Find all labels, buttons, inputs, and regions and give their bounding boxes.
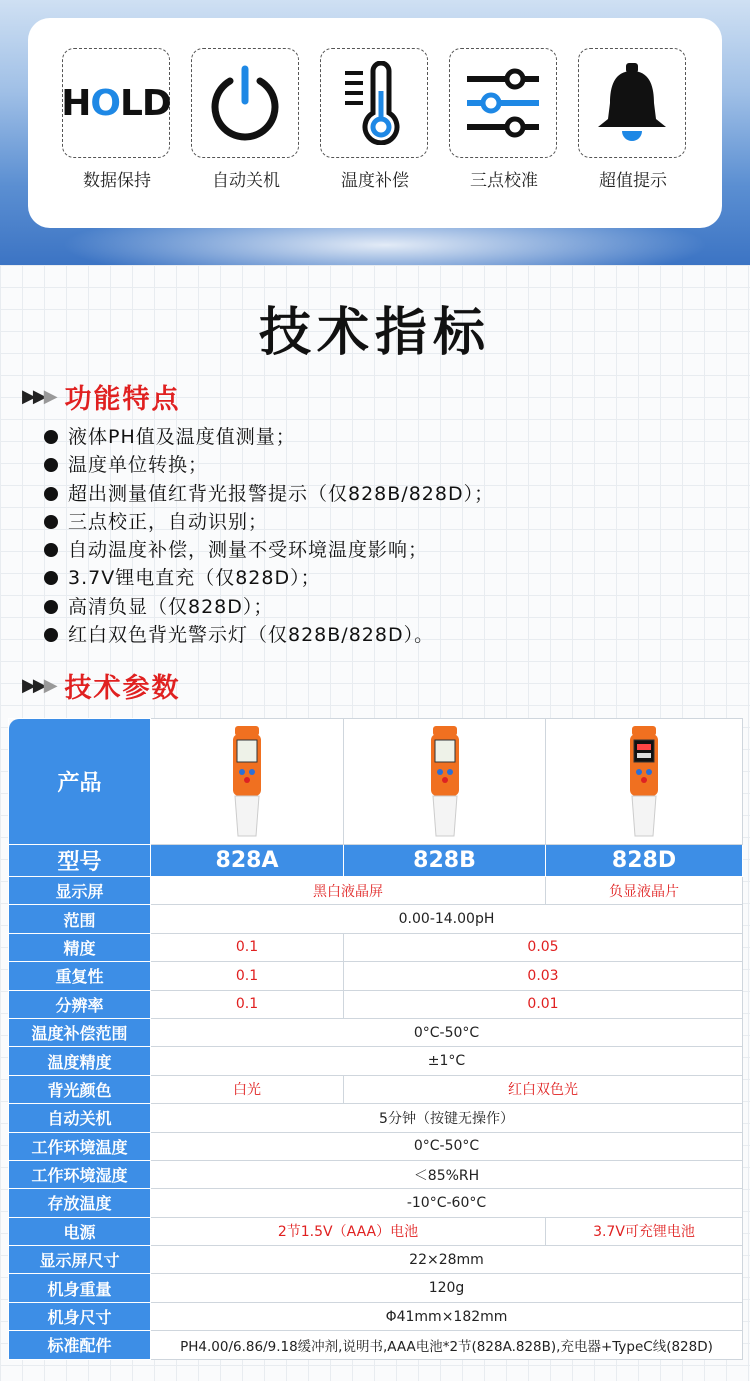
table-cell: 白光	[151, 1075, 344, 1103]
sliders-icon	[449, 48, 557, 158]
row-header: 范围	[9, 905, 151, 933]
table-cell: 0°C-50°C	[151, 1018, 743, 1046]
section-params-heading	[22, 667, 181, 703]
table-row	[9, 1331, 743, 1359]
table-row	[9, 962, 743, 990]
table-cell: 22×28mm	[151, 1246, 743, 1274]
table-row	[9, 1302, 743, 1330]
row-header: 精度	[9, 933, 151, 961]
row-header: 机身重量	[9, 1274, 151, 1302]
page-title: 技术指标	[258, 303, 491, 363]
table-cell: 0.1	[151, 990, 344, 1018]
row-header: 显示屏尺寸	[9, 1246, 151, 1274]
table-row	[9, 719, 743, 845]
hold-icon	[62, 48, 170, 158]
table-cell: 0.1	[151, 933, 344, 961]
row-header: 工作环境湿度	[9, 1160, 151, 1188]
ph-meter-image	[624, 724, 664, 840]
power-icon	[191, 48, 299, 158]
row-header: 标准配件	[9, 1331, 151, 1359]
row-header: 重复性	[9, 962, 151, 990]
table-cell: 5分钟（按键无操作）	[151, 1104, 743, 1132]
feature-label: 自动关机	[212, 171, 280, 191]
table-row	[9, 1018, 743, 1046]
feature-hold	[62, 48, 172, 191]
bullet-icon	[44, 515, 58, 529]
feature-calibration	[449, 48, 559, 191]
section-title: 功能特点	[64, 383, 181, 415]
product-image-828b	[344, 719, 546, 845]
spec-table	[8, 718, 743, 1360]
bullet-icon	[44, 487, 58, 501]
table-row	[9, 1104, 743, 1132]
section-features-heading	[22, 378, 181, 414]
table-row	[9, 990, 743, 1018]
table-row	[9, 1217, 743, 1245]
hold-letters-ld: LD	[119, 82, 171, 124]
table-cell: 0.1	[151, 962, 344, 990]
bullet-icon	[44, 600, 58, 614]
table-row	[9, 1075, 743, 1103]
table-cell: 0.03	[344, 962, 743, 990]
table-cell: 120g	[151, 1274, 743, 1302]
row-header: 温度精度	[9, 1047, 151, 1075]
thermometer-icon	[320, 48, 428, 158]
table-row	[9, 1160, 743, 1188]
row-header: 自动关机	[9, 1104, 151, 1132]
feature-label: 三点校准	[470, 171, 538, 191]
feature-label: 数据保持	[83, 171, 151, 191]
row-header: 机身尺寸	[9, 1302, 151, 1330]
table-row	[9, 1047, 743, 1075]
feature-list	[44, 423, 494, 649]
bell-icon	[578, 48, 686, 158]
bullet-icon	[44, 571, 58, 585]
list-item: 3.7V锂电直充（仅828D）；	[44, 564, 494, 592]
table-cell: ±1°C	[151, 1047, 743, 1075]
row-header: 产品	[9, 719, 151, 845]
table-cell: Φ41mm×182mm	[151, 1302, 743, 1330]
table-row	[9, 1274, 743, 1302]
table-row	[9, 877, 743, 905]
row-header: 存放温度	[9, 1189, 151, 1217]
table-row	[9, 1132, 743, 1160]
model-cell: 828D	[546, 845, 743, 877]
table-row	[9, 845, 743, 877]
list-item: 高清负显（仅828D）；	[44, 593, 494, 621]
arrow-icon: ▶▶▶	[22, 385, 55, 407]
row-header: 分辨率	[9, 990, 151, 1018]
table-row	[9, 1189, 743, 1217]
hold-letter-o: O	[90, 82, 120, 124]
arrow-icon: ▶▶▶	[22, 674, 55, 696]
table-cell: 2节1.5V（AAA）电池	[151, 1217, 546, 1245]
feature-label: 超值提示	[599, 171, 667, 191]
row-header: 显示屏	[9, 877, 151, 905]
table-cell: 负显液晶片	[546, 877, 743, 905]
product-image-828a	[151, 719, 344, 845]
ph-meter-image	[425, 724, 465, 840]
list-item: 超出测量值红背光报警提示（仅828B/828D）；	[44, 480, 494, 508]
table-row	[9, 1246, 743, 1274]
table-cell: 0.01	[344, 990, 743, 1018]
table-cell: 3.7V可充锂电池	[546, 1217, 743, 1245]
list-item: 红白双色背光警示灯（仅828B/828D）。	[44, 621, 494, 649]
row-header: 型号	[9, 845, 151, 877]
row-header: 背光颜色	[9, 1075, 151, 1103]
section-title: 技术参数	[64, 672, 181, 704]
feature-card	[28, 18, 722, 228]
product-image-828d	[546, 719, 743, 845]
table-row	[9, 933, 743, 961]
table-cell: 红白双色光	[344, 1075, 743, 1103]
table-row	[9, 905, 743, 933]
table-cell: 0.00-14.00pH	[151, 905, 743, 933]
model-cell: 828A	[151, 845, 344, 877]
table-cell: -10°C-60°C	[151, 1189, 743, 1217]
list-item: 三点校正，自动识别；	[44, 508, 494, 536]
table-cell: 0°C-50°C	[151, 1132, 743, 1160]
list-item: 自动温度补偿，测量不受环境温度影响；	[44, 536, 494, 564]
list-item: 温度单位转换；	[44, 451, 494, 479]
feature-label: 温度补偿	[341, 171, 409, 191]
table-cell: 0.05	[344, 933, 743, 961]
bullet-icon	[44, 430, 58, 444]
bullet-icon	[44, 458, 58, 472]
ph-meter-image	[227, 724, 267, 840]
hold-letter-h: H	[61, 82, 91, 124]
feature-alarm	[578, 48, 688, 191]
list-item: 液体PH值及温度值测量；	[44, 423, 494, 451]
model-cell: 828B	[344, 845, 546, 877]
bullet-icon	[44, 543, 58, 557]
row-header: 工作环境温度	[9, 1132, 151, 1160]
bullet-icon	[44, 628, 58, 642]
table-cell: ＜85%RH	[151, 1160, 743, 1188]
feature-temp-comp	[320, 48, 430, 191]
table-cell: 黑白液晶屏	[151, 877, 546, 905]
row-header: 温度补偿范围	[9, 1018, 151, 1046]
row-header: 电源	[9, 1217, 151, 1245]
table-cell: PH4.00/6.86/9.18缓冲剂,说明书,AAA电池*2节(828A.828B),充电器+TypeC线(828D)	[151, 1331, 743, 1359]
feature-power	[191, 48, 301, 191]
